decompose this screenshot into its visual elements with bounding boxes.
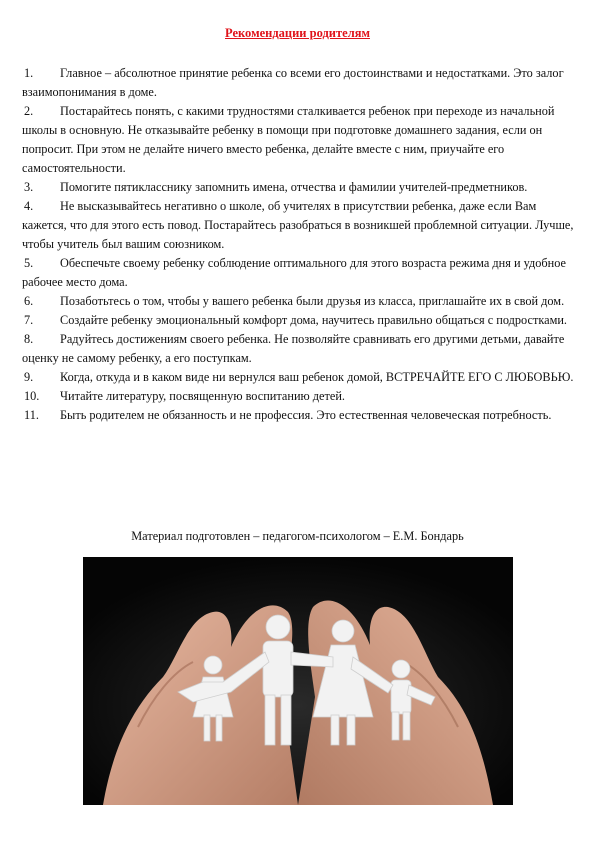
list-item: [22, 330, 576, 368]
list-item: [22, 292, 576, 311]
list-item: [22, 254, 576, 292]
item-number: 7.: [24, 313, 34, 327]
item-number: 4.: [24, 199, 34, 213]
list-item: [22, 406, 576, 425]
list-item: [22, 102, 576, 178]
list-item: [22, 311, 576, 330]
item-text: Быть родителем не обязанность и не профессия. Это естественная человеческая потребность.: [60, 408, 552, 422]
item-text: Читайте литературу, посвященную воспитанию детей.: [60, 389, 345, 403]
item-text: Радуйтесь достижениям своего ребенка. Не позволяйте сравнивать его другими детьми, давайте оценку не самому ребенку, а его поступкам.: [22, 332, 565, 365]
list-item: [22, 178, 576, 197]
list-item: [22, 64, 576, 102]
item-text: Не высказывайтесь негативно о школе, об учителях в присутствии ребенка, даже если Вам кажется, что для этого есть повод. Постарайтесь разобраться в возникшей проблемной ситуации. Лучше, чтобы учитель был вашим союзником.: [22, 199, 574, 251]
author-credit: Материал подготовлен – педагогом-психологом – Е.М. Бондарь: [131, 529, 464, 543]
item-number: 3.: [24, 180, 34, 194]
item-text: Обеспечьте своему ребенку соблюдение оптимального для этого возраста режима дня и удобное рабочее место дома.: [22, 256, 566, 289]
item-number: 6.: [24, 294, 34, 308]
list-item: [22, 368, 576, 387]
family-hands-photo: [83, 557, 513, 805]
page-title: Рекомендации родителям: [225, 26, 370, 40]
recommendations-list: [22, 64, 576, 425]
item-text: Когда, откуда и в каком виде ни вернулся ваш ребенок домой, ВСТРЕЧАЙТЕ ЕГО С ЛЮБОВЬЮ.: [60, 370, 574, 384]
item-number: 5.: [24, 256, 34, 270]
item-number: 11.: [24, 408, 39, 422]
item-number: 1.: [24, 66, 34, 80]
item-text: Позаботьтесь о том, чтобы у вашего ребенка были друзья из класса, приглашайте их в свой дом.: [60, 294, 565, 308]
item-number: 9.: [24, 370, 34, 384]
item-text: Постарайтесь понять, с какими трудностями сталкивается ребенок при переходе из начальной школы в основную. Не отказывайте ребенку в помощи при подготовке домашнего задания, если он попросит. При этом не делайте ничего вместо ребенка, делайте вместе с ним, приучайте его самостоятельности.: [22, 104, 555, 175]
item-number: 2.: [24, 104, 34, 118]
list-item: [22, 197, 576, 254]
item-text: Создайте ребенку эмоциональный комфорт дома, научитесь правильно общаться с подростками.: [60, 313, 568, 327]
item-text: Главное – абсолютное принятие ребенка со всеми его достоинствами и недостатками. Это залог взаимопонимания в доме.: [22, 66, 564, 99]
item-number: 8.: [24, 332, 34, 346]
list-item: [22, 387, 576, 406]
item-text: Помогите пятикласснику запомнить имена, отчества и фамилии учителей-предметников.: [60, 180, 528, 194]
hands-illustration: [83, 557, 513, 805]
item-number: 10.: [24, 389, 40, 403]
